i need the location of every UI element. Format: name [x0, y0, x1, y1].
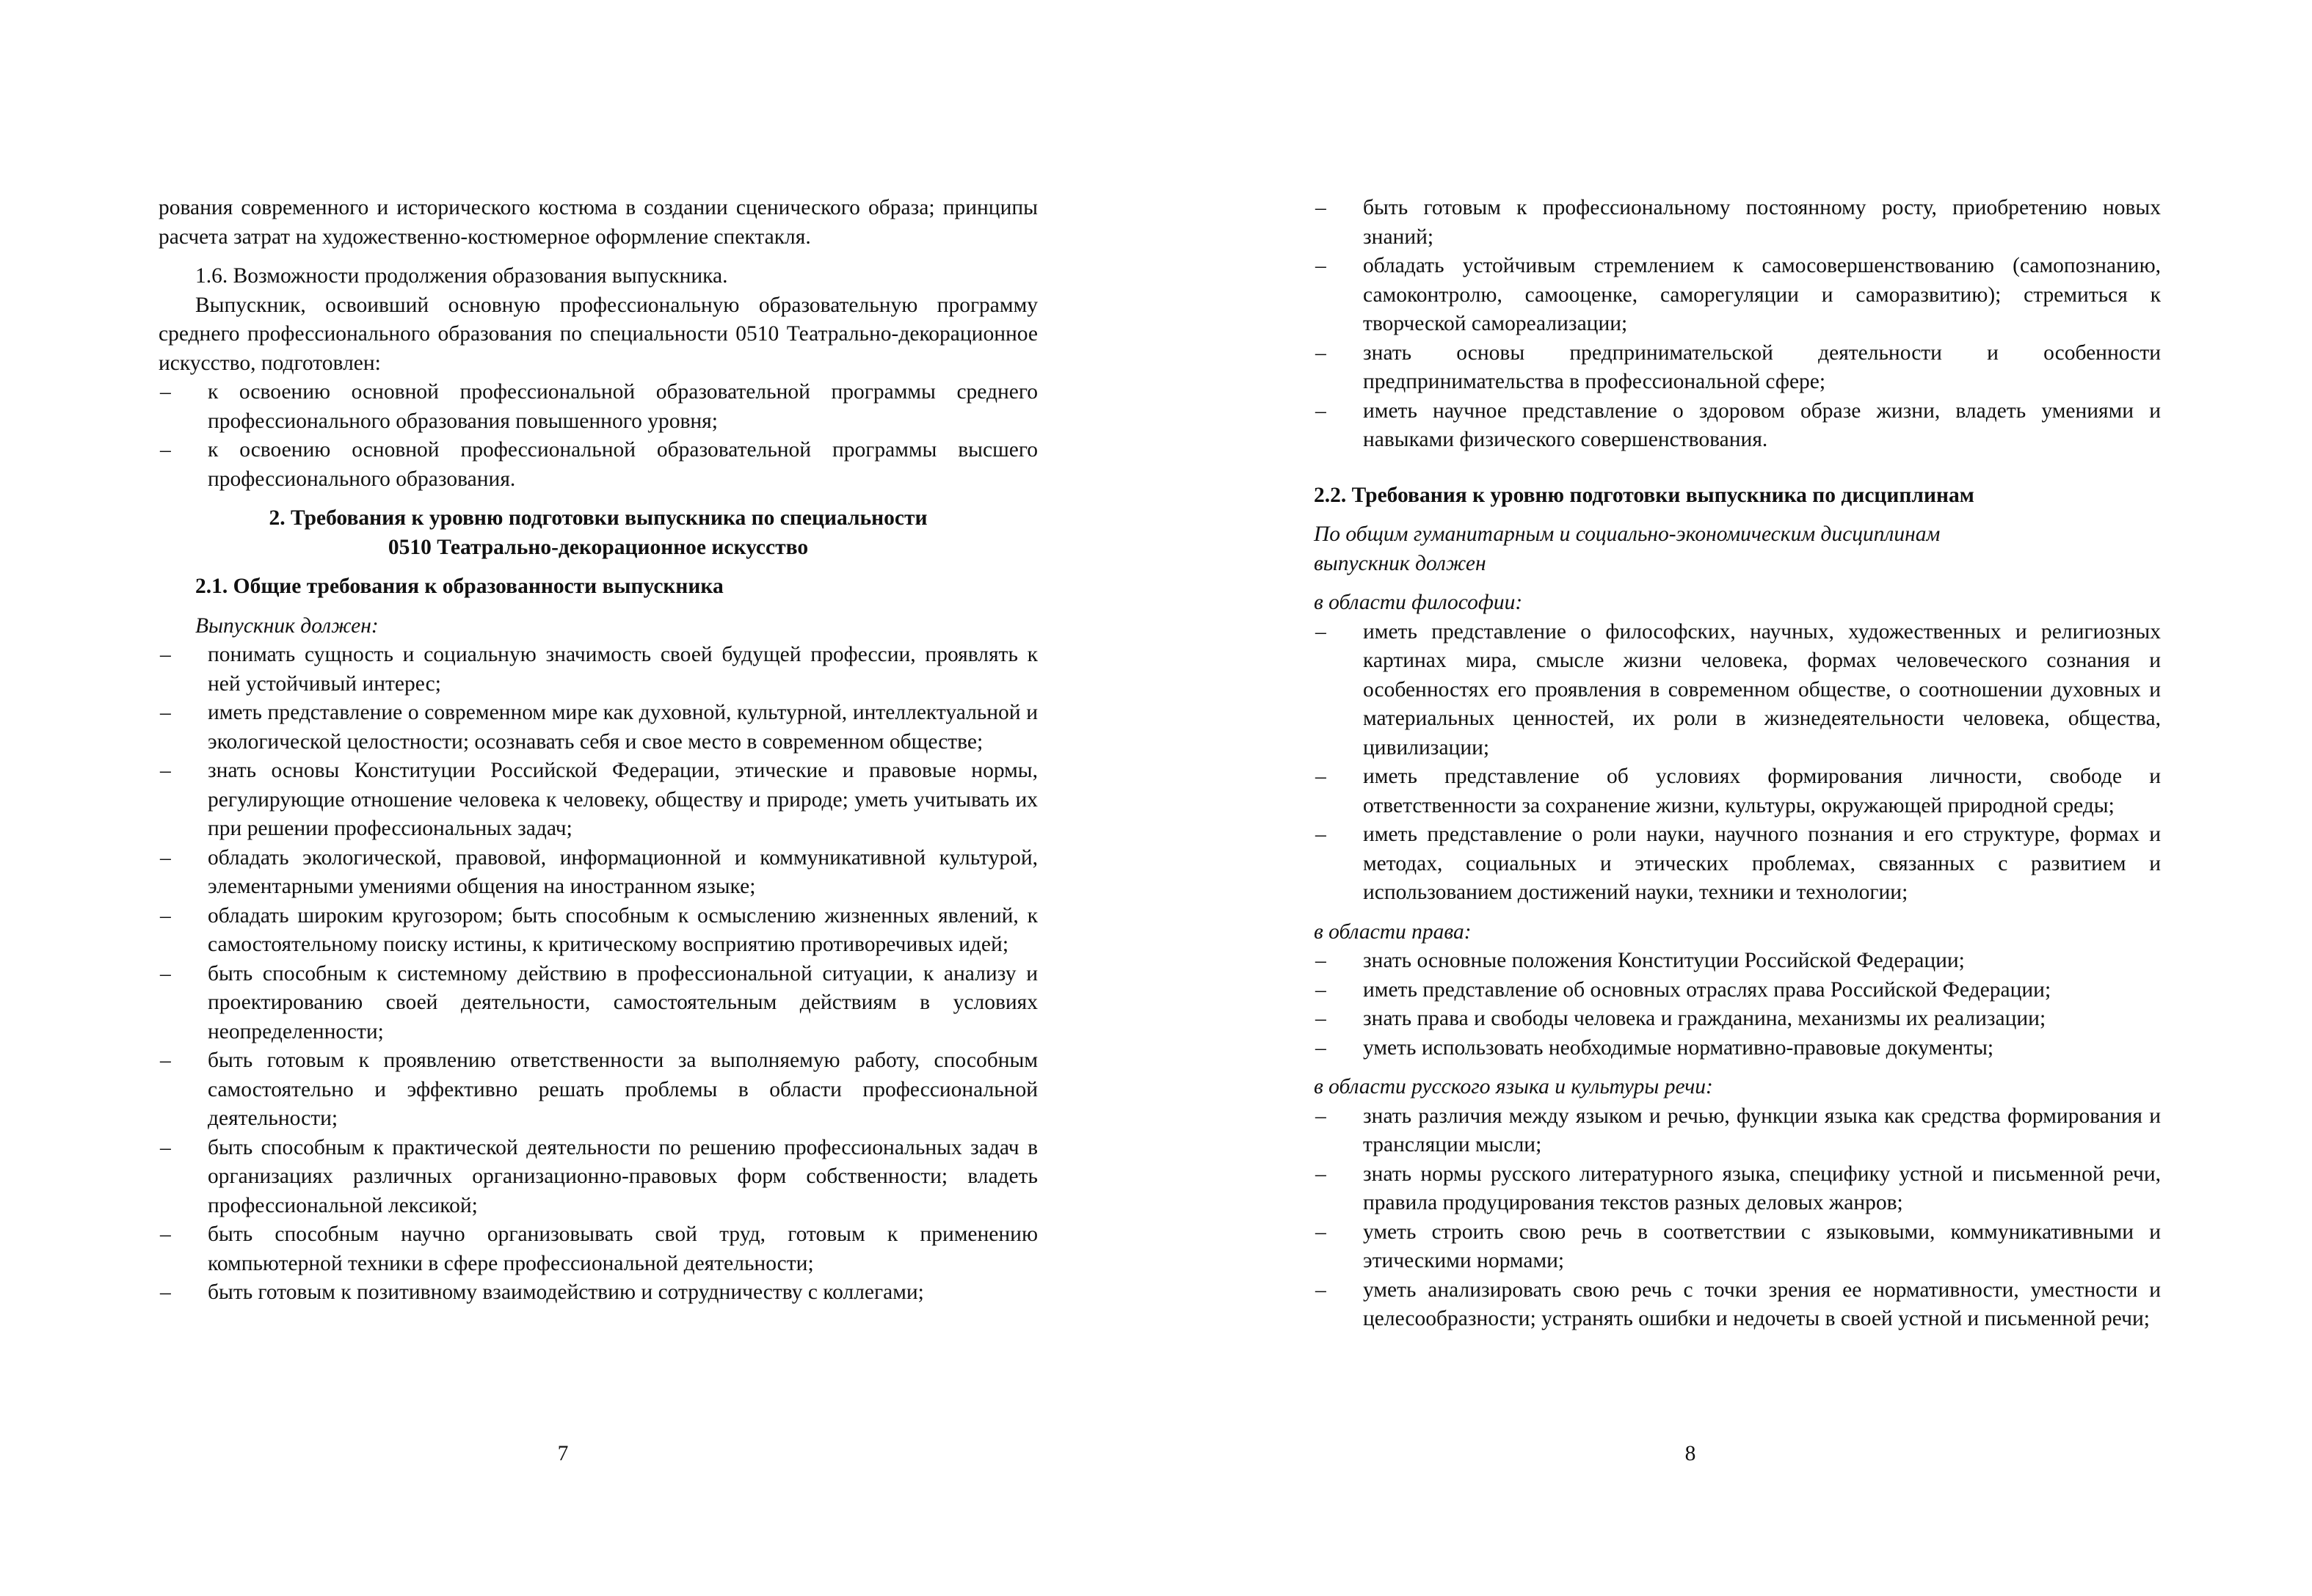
dash-marker: – [160, 845, 171, 870]
dash-marker: – [1315, 1278, 1326, 1302]
section-1-6-text: Выпускник, освоивший основную профессиональную образовательную программу среднего профессионального образования по специальности 0510 Театрально-декорационное искусство, подготовлен: [159, 293, 1038, 375]
list-item: – уметь использовать необходимые нормативно-правовые документы; [1314, 1034, 2161, 1063]
dash-marker: – [160, 1135, 171, 1159]
label-graduate-must: Выпускник должен: [195, 613, 379, 638]
list-item: – знать основы предпринимательской деятельности и особенности предпринимательства в профессиональной сфере; [1314, 339, 2161, 397]
list-item: – иметь представление об основных отраслях права Российской Федерации; [1314, 976, 2161, 1005]
list-item: – иметь представление об условиях формирования личности, свободе и ответственности за сохранение жизни, культуры, окружающей природной среды; [1314, 762, 2161, 820]
dash-marker: – [1315, 1007, 1326, 1030]
left-page [159, 194, 1038, 1308]
list-item: – уметь строить свою речь в соответствии с языковыми, коммуникативными и этическими нормами; [1314, 1218, 2161, 1276]
page-number-left: 7 [557, 1442, 569, 1465]
dash-marker: – [160, 1049, 171, 1072]
list-item: – быть способным научно организовывать свой труд, готовым к применению компьютерной техники в сфере профессиональной деятельности; [159, 1220, 1038, 1278]
dash-marker: – [1315, 1104, 1326, 1128]
dash-marker: – [1315, 340, 1326, 365]
dash-marker: – [1315, 1035, 1326, 1060]
list-item: – иметь представление о роли науки, научного познания и его структуре, формах и методах, социальных и этических проблемах, связанных с развитием и использованием достижений науки, техники и технологии; [1314, 820, 2161, 908]
list-item: – обладать экологической, правовой, информационной и коммуникативной культурой, элементарными умениями общения на иностранном языке; [159, 844, 1038, 902]
list-item: – быть готовым к проявлению ответственности за выполняемую работу, способным самостоятельно и эффективно решать проблемы в области профессиональной деятельности; [159, 1046, 1038, 1134]
dash-marker: – [1315, 977, 1326, 1002]
dash-marker: – [160, 759, 171, 782]
russian-language-list [1314, 1102, 2161, 1334]
list-item: – быть способным к системному действию в профессиональной ситуации, к анализу и проектированию своей деятельности, самостоятельным действиям в условиях неопределенности; [159, 960, 1038, 1047]
list-item: – знать основы Конституции Российской Федерации, этические и правовые нормы, регулирующие отношение человека к человеку, обществу и природе; уметь учитывать их при решении профессиональных задач; [159, 757, 1038, 844]
list-item: – быть готовым к позитивному взаимодействию и сотрудничеству с коллегами; [159, 1278, 1038, 1308]
dash-marker: – [160, 438, 171, 462]
dash-marker: – [160, 1280, 171, 1304]
list-item: – иметь представление о философских, научных, художественных и религиозных картинах мира, смысле жизни человека, формах человеческого сознания и особенностях его проявления в современном обществе, о соотношении духовных и материальных ценностей, их роли в жизнедеятельности человека, общества, цивилизации; [1314, 618, 2161, 763]
dash-marker: – [1315, 619, 1326, 644]
label-humanities-line1: По общим гуманитарным и социально-экономическим дисциплинам [1314, 522, 1941, 546]
dash-marker: – [1315, 254, 1326, 277]
heading-section-2-line2: 0510 Театрально-декорационное искусство [388, 535, 809, 559]
continued-requirements-list [1314, 194, 2161, 455]
dash-marker: – [1315, 398, 1326, 423]
list-item: – иметь научное представление о здоровом образе жизни, владеть умениями и навыками физического совершенствования. [1314, 397, 2161, 455]
dash-marker: – [160, 903, 171, 928]
dash-marker: – [1315, 823, 1326, 846]
list-item: – обладать широким кругозором; быть способным к осмыслению жизненных явлений, к самостоятельному поиску истины, к критическому восприятию противоречивых идей; [159, 902, 1038, 960]
heading-section-2-2: 2.2. Требования к уровню подготовки выпускника по дисциплинам [1314, 483, 1974, 507]
list-item: – к освоению основной профессиональной образовательной программы высшего профессионального образования. [159, 436, 1038, 494]
dash-marker: – [160, 1222, 171, 1246]
list-item: – быть способным к практической деятельности по решению профессиональных задач в организациях различных организационно-правовых форм собственности; владеть профессиональной лексикой; [159, 1134, 1038, 1221]
continuation-paragraph: рования современного и исторического костюма в создании сценического образа; принципы расчета затрат на художественно-костюмерное оформление спектакля. [159, 196, 1038, 249]
page-number-right: 8 [1684, 1442, 1696, 1465]
list-item: – знать нормы русского литературного языка, специфику устной и письменной речи, правила продуцирования текстов разных деловых жанров; [1314, 1160, 2161, 1218]
list-item: – к освоению основной профессиональной образовательной программы среднего профессионального образования повышенного уровня; [159, 378, 1038, 436]
requirements-list [159, 641, 1038, 1308]
section-1-6-list [159, 378, 1038, 494]
list-item: – знать различия между языком и речью, функции языка как средства формирования и трансляции мысли; [1314, 1102, 2161, 1160]
label-humanities-line2: выпускник должен [1314, 551, 1486, 575]
label-russian-language: в области русского языка и культуры речи: [1314, 1075, 1713, 1098]
philosophy-list [1314, 618, 2161, 908]
dash-marker: – [160, 380, 171, 404]
list-item: – быть готовым к профессиональному постоянному росту, приобретению новых знаний; [1314, 194, 2161, 252]
dash-marker: – [1315, 1220, 1326, 1244]
list-item: – знать права и свободы человека и гражданина, механизмы их реализации; [1314, 1005, 2161, 1034]
heading-section-2-1: 2.1. Общие требования к образованности выпускника [195, 575, 724, 598]
law-list [1314, 947, 2161, 1063]
list-item: – обладать устойчивым стремлением к самосовершенствованию (самопознанию, самоконтролю, самооценке, саморегуляции и саморазвитию); стремиться к творческой самореализации; [1314, 252, 2161, 339]
label-philosophy: в области философии: [1314, 591, 1523, 614]
dash-marker: – [1315, 765, 1326, 788]
label-law: в области права: [1314, 919, 1472, 944]
list-item: – иметь представление о современном мире как духовной, культурной, интеллектуальной и экологической целостности; осознавать себя и свое место в современном обществе; [159, 699, 1038, 757]
list-item: – знать основные положения Конституции Российской Федерации; [1314, 947, 2161, 976]
dash-marker: – [160, 643, 171, 666]
list-item: – уметь анализировать свою речь с точки зрения ее нормативности, уместности и целесообразности; устранять ошибки и недочеты в своей устной и письменной речи; [1314, 1276, 2161, 1334]
list-item: – понимать сущность и социальную значимость своей будущей профессии, проявлять к ней устойчивый интерес; [159, 641, 1038, 699]
dash-marker: – [1315, 949, 1326, 972]
heading-section-2-line1: 2. Требования к уровню подготовки выпускника по специальности [269, 506, 928, 530]
dash-marker: – [1315, 196, 1326, 219]
dash-marker: – [1315, 1162, 1326, 1186]
dash-marker: – [160, 961, 171, 985]
right-page [1314, 194, 2161, 1334]
dash-marker: – [160, 701, 171, 724]
section-1-6-title: 1.6. Возможности продолжения образования выпускника. [195, 264, 728, 288]
